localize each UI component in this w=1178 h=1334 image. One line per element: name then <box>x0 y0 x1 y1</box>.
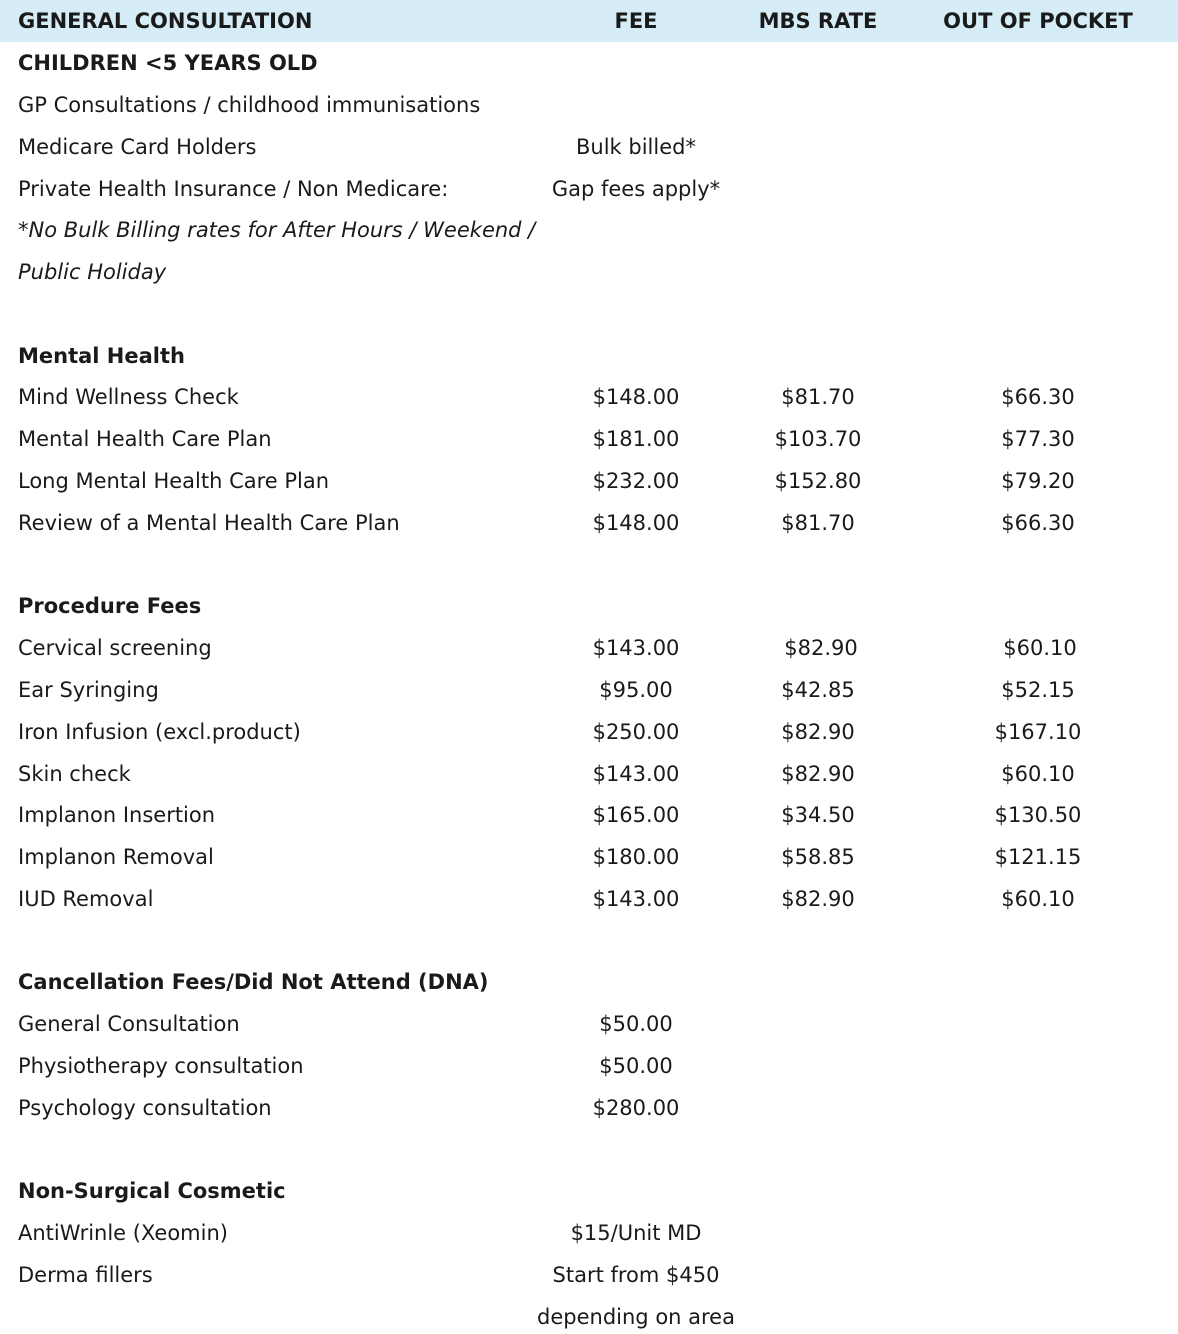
row-oop: $77.30 <box>1001 427 1075 451</box>
row-name: Implanon Insertion <box>18 803 216 827</box>
medicare-label: Medicare Card Holders <box>18 135 257 159</box>
row-oop: $60.10 <box>1001 887 1075 911</box>
row-mbs: $82.90 <box>781 887 855 911</box>
row-mbs: $152.80 <box>774 469 862 493</box>
row-fee: $148.00 <box>592 385 680 409</box>
section-title-children: CHILDREN <5 YEARS OLD <box>18 51 318 75</box>
row-fee: $50.00 <box>599 1012 673 1036</box>
row-mbs: $81.70 <box>781 511 855 535</box>
row-name: Long Mental Health Care Plan <box>18 469 330 493</box>
row-oop: $52.15 <box>1001 678 1075 702</box>
row-mbs: $82.90 <box>781 720 855 744</box>
private-label: Private Health Insurance / Non Medicare: <box>18 177 449 201</box>
row-oop: $79.20 <box>1001 469 1075 493</box>
row-name: Mental Health Care Plan <box>18 427 272 451</box>
row-name: Review of a Mental Health Care Plan <box>18 511 400 535</box>
row-name: IUD Removal <box>18 887 154 911</box>
row-name: Mind Wellness Check <box>18 385 239 409</box>
row-mbs: $103.70 <box>774 427 862 451</box>
private-fee: Gap fees apply* <box>551 177 721 201</box>
row-fee: $15/Unit MD <box>570 1221 702 1245</box>
section-title-mental-health: Mental Health <box>18 344 185 368</box>
row-name: Derma fillers <box>18 1263 153 1287</box>
section-title-procedure-fees: Procedure Fees <box>18 594 202 618</box>
medicare-fee: Bulk billed* <box>576 135 696 159</box>
row-oop: $66.30 <box>1001 385 1075 409</box>
row-fee: $95.00 <box>599 678 673 702</box>
row-fee: Start from $450 <box>552 1263 720 1287</box>
row-name: Cervical screening <box>18 636 212 660</box>
section-title-cosmetic: Non-Surgical Cosmetic <box>18 1179 286 1203</box>
row-fee: $165.00 <box>592 803 680 827</box>
row-name: Implanon Removal <box>18 845 214 869</box>
row-fee: $232.00 <box>592 469 680 493</box>
header-fee: FEE <box>614 9 658 33</box>
row-fee: $143.00 <box>592 762 680 786</box>
bulk-billing-note-line2: Public Holiday <box>18 260 167 284</box>
fee-note: depending on area <box>537 1305 735 1329</box>
row-oop: $167.10 <box>994 720 1082 744</box>
section-title-cancellation: Cancellation Fees/Did Not Attend (DNA) <box>18 970 489 994</box>
row-mbs: $58.85 <box>781 845 855 869</box>
children-gp-line: GP Consultations / childhood immunisations <box>18 93 481 117</box>
row-mbs: $34.50 <box>781 803 855 827</box>
row-mbs: $82.90 <box>784 636 858 660</box>
row-oop: $66.30 <box>1001 511 1075 535</box>
row-fee: $143.00 <box>592 636 680 660</box>
header-mbs-rate: MBS RATE <box>758 9 878 33</box>
row-name: Ear Syringing <box>18 678 159 702</box>
header-general-consultation: GENERAL CONSULTATION <box>18 9 313 33</box>
row-mbs: $82.90 <box>781 762 855 786</box>
row-fee: $181.00 <box>592 427 680 451</box>
row-name: Physiotherapy consultation <box>18 1054 304 1078</box>
header-out-of-pocket: OUT OF POCKET <box>943 9 1133 33</box>
row-oop: $60.10 <box>1003 636 1077 660</box>
row-fee: $143.00 <box>592 887 680 911</box>
row-fee: $180.00 <box>592 845 680 869</box>
table-header <box>0 0 1178 42</box>
row-fee: $50.00 <box>599 1054 673 1078</box>
row-mbs: $81.70 <box>781 385 855 409</box>
bulk-billing-note-line1: *No Bulk Billing rates for After Hours / Weekend / <box>18 218 536 242</box>
row-oop: $121.15 <box>994 845 1082 869</box>
row-fee: $250.00 <box>592 720 680 744</box>
row-oop: $60.10 <box>1001 762 1075 786</box>
row-name: AntiWrinle (Xeomin) <box>18 1221 228 1245</box>
row-name: Iron Infusion (excl.product) <box>18 720 301 744</box>
row-name: General Consultation <box>18 1012 240 1036</box>
row-oop: $130.50 <box>994 803 1082 827</box>
row-fee: $280.00 <box>592 1096 680 1120</box>
row-name: Psychology consultation <box>18 1096 272 1120</box>
row-fee: $148.00 <box>592 511 680 535</box>
row-name: Skin check <box>18 762 131 786</box>
row-mbs: $42.85 <box>781 678 855 702</box>
